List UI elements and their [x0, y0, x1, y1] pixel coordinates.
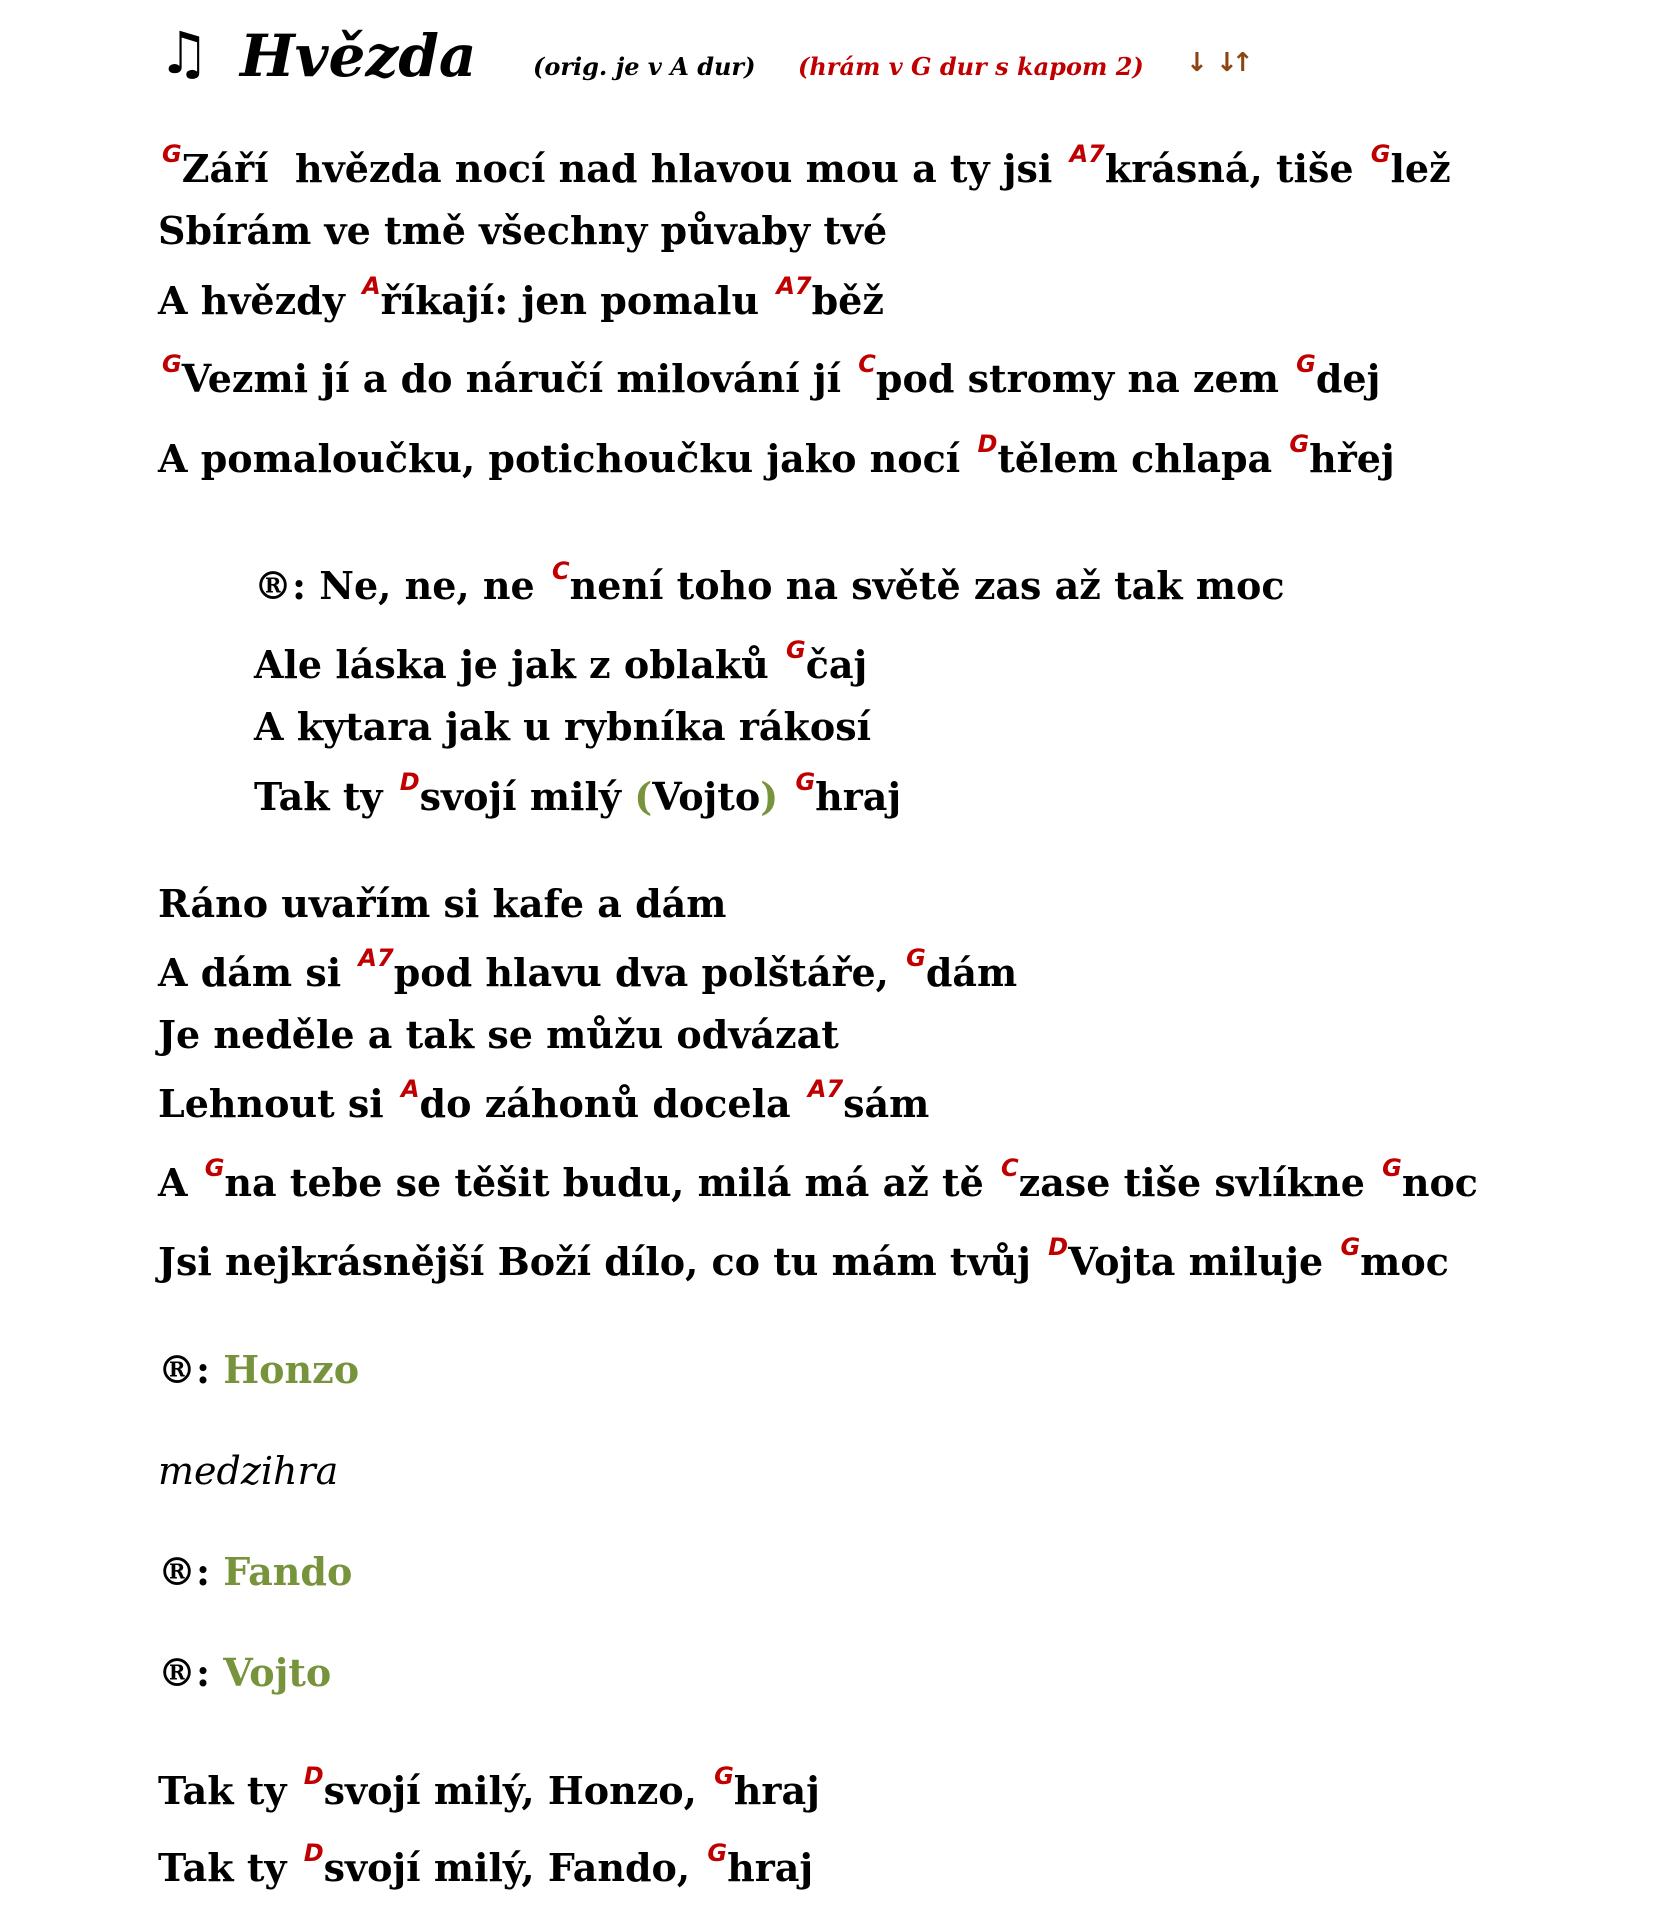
outro-line-1 [158, 1762, 820, 1813]
chord-label: D [399, 768, 420, 796]
chord-label: G [1289, 430, 1310, 458]
lyric-line-verse1-5 [158, 430, 1395, 481]
lyric-line-verse1-3 [158, 272, 884, 323]
lyric-text: moc [1360, 1239, 1449, 1284]
player-name: ( [634, 774, 653, 819]
lyric-text: svojí milý [419, 774, 635, 819]
lyric-text: noc [1401, 1160, 1478, 1205]
lyric-text: ®: Ne, ne, ne [254, 563, 548, 608]
chord-label: G [1382, 1154, 1402, 1182]
chord-label: G [795, 768, 816, 796]
lyric-text: svojí milý, Honzo, [323, 1768, 711, 1813]
lyric-text: hraj [733, 1768, 820, 1813]
chord-label: G [1296, 350, 1316, 378]
lyric-text: na tebe se těšit budu, milá má až tě [224, 1160, 997, 1205]
player-name: Vojto [223, 1650, 332, 1695]
lyric-text: do záhonů docela [419, 1081, 804, 1126]
chord-label: G [714, 1762, 734, 1790]
lyric-text: pod hlavu dva polštáře, [393, 950, 903, 995]
lyric-line-verse2-1 [158, 881, 727, 926]
chord-label: A7 [358, 944, 394, 972]
music-note-icon: ♫ [158, 19, 210, 87]
chord-label: G [707, 1839, 728, 1867]
lyric-text: hraj [815, 774, 902, 819]
lyric-text: Tak ty [158, 1768, 300, 1813]
chord-label: A [362, 272, 381, 300]
lyric-text [778, 774, 791, 819]
lyric-text: Vojto [652, 774, 761, 819]
lyric-text: Tak ty [158, 1845, 300, 1890]
chord-label: A7 [776, 272, 812, 300]
chorus-ref-vojto [158, 1650, 332, 1695]
chord-label: D [303, 1839, 324, 1867]
transpose-updown-icon[interactable]: ↓↑ [1216, 48, 1248, 78]
lyric-text: Vezmi jí a do náručí milování jí [181, 356, 855, 401]
lyric-text: lež [1390, 146, 1451, 191]
lyric-text: ®: [158, 1650, 224, 1695]
lyric-line-verse1-2 [158, 208, 888, 253]
chord-label: G [162, 350, 182, 378]
chorus-ref-honzo [158, 1347, 360, 1392]
lyric-text: dám [925, 950, 1018, 995]
player-name: Honzo [223, 1347, 360, 1392]
lyric-text: Tak ty [254, 774, 396, 819]
lyric-text: ®: [158, 1347, 224, 1392]
lyric-text: říkají: jen pomalu [380, 278, 773, 323]
lyric-text: hraj [727, 1845, 814, 1890]
chord-label: A7 [807, 1075, 844, 1103]
lyric-text: Lehnout si [158, 1081, 397, 1126]
lyric-line-verse2-6 [158, 1233, 1449, 1284]
chord-label: C [1000, 1154, 1019, 1182]
capo-note: (hrám v G dur s kapom 2) [798, 52, 1144, 81]
lyric-text: není toho na světě zas až tak moc [569, 563, 1285, 608]
original-key-note: (orig. je v A dur) [533, 52, 756, 81]
chord-label: G [1370, 140, 1391, 168]
chorus-line-2 [254, 636, 868, 687]
lyric-text: Jsi nejkrásnější Boží dílo, co tu mám tvůj [158, 1239, 1045, 1284]
lyric-line-verse2-5 [158, 1154, 1478, 1205]
interlude-text: medzihra [158, 1449, 339, 1493]
lyric-text: tělem chlapa [997, 436, 1286, 481]
lyric-text: čaj [805, 642, 868, 687]
lyric-line-verse2-4 [158, 1075, 930, 1126]
lyric-text: Je neděle a tak se můžu odvázat [158, 1012, 839, 1057]
chorus-line-3 [254, 704, 872, 749]
chorus-line-4 [254, 768, 902, 819]
lyric-text: krásná, tiše [1104, 146, 1367, 191]
player-name: Fando [223, 1549, 353, 1594]
chorus-line-1 [254, 557, 1285, 608]
chord-label: D [977, 430, 998, 458]
lyric-text: Ráno uvařím si kafe a dám [158, 881, 727, 926]
song-title: Hvězda [240, 22, 477, 90]
lyric-text: Září hvězda nocí nad hlavou mou a ty jsi [181, 146, 1066, 191]
lyric-line-verse1-4 [158, 350, 1381, 401]
chord-label: G [204, 1154, 225, 1182]
lyric-text: A pomaloučku, potichoučku jako nocí [158, 436, 974, 481]
lyric-text: Sbírám ve tmě všechny půvaby tvé [158, 208, 888, 253]
lyric-text: ®: [158, 1549, 224, 1594]
chord-label: G [1340, 1233, 1361, 1261]
lyric-text: hřej [1309, 436, 1395, 481]
lyric-text: Ale láska je jak z oblaků [254, 642, 783, 687]
lyric-text: sám [843, 1081, 930, 1126]
lyric-line-verse1-1 [158, 140, 1451, 191]
chorus-ref-fando [158, 1549, 353, 1594]
lyric-line-verse2-3 [158, 1012, 839, 1057]
chord-label: G [906, 944, 926, 972]
player-name: ) [760, 774, 779, 819]
lyric-text: zase tiše svlíkne [1018, 1160, 1379, 1205]
chord-label: G [786, 636, 806, 664]
chord-label: C [858, 350, 876, 378]
chord-label: A [400, 1075, 420, 1103]
lyric-line-verse2-2 [158, 944, 1018, 995]
lyric-text: A [158, 1160, 201, 1205]
transpose-down-icon[interactable]: ↓ [1186, 48, 1208, 78]
chord-label: G [162, 140, 182, 168]
lyric-text: Vojta miluje [1068, 1239, 1337, 1284]
lyric-text: A dám si [158, 950, 355, 995]
lyric-text: dej [1315, 356, 1381, 401]
interlude-label [158, 1449, 339, 1493]
outro-line-2 [158, 1839, 814, 1890]
chord-label: C [551, 557, 570, 585]
lyric-text: A kytara jak u rybníka rákosí [254, 704, 872, 749]
lyric-text: pod stromy na zem [875, 356, 1293, 401]
lyric-text: A hvězdy [158, 278, 359, 323]
lyric-text: svojí milý, Fando, [323, 1845, 704, 1890]
lyric-text: běž [811, 278, 884, 323]
chord-label: A7 [1069, 140, 1105, 168]
chord-label: D [1048, 1233, 1069, 1261]
chord-label: D [303, 1762, 324, 1790]
